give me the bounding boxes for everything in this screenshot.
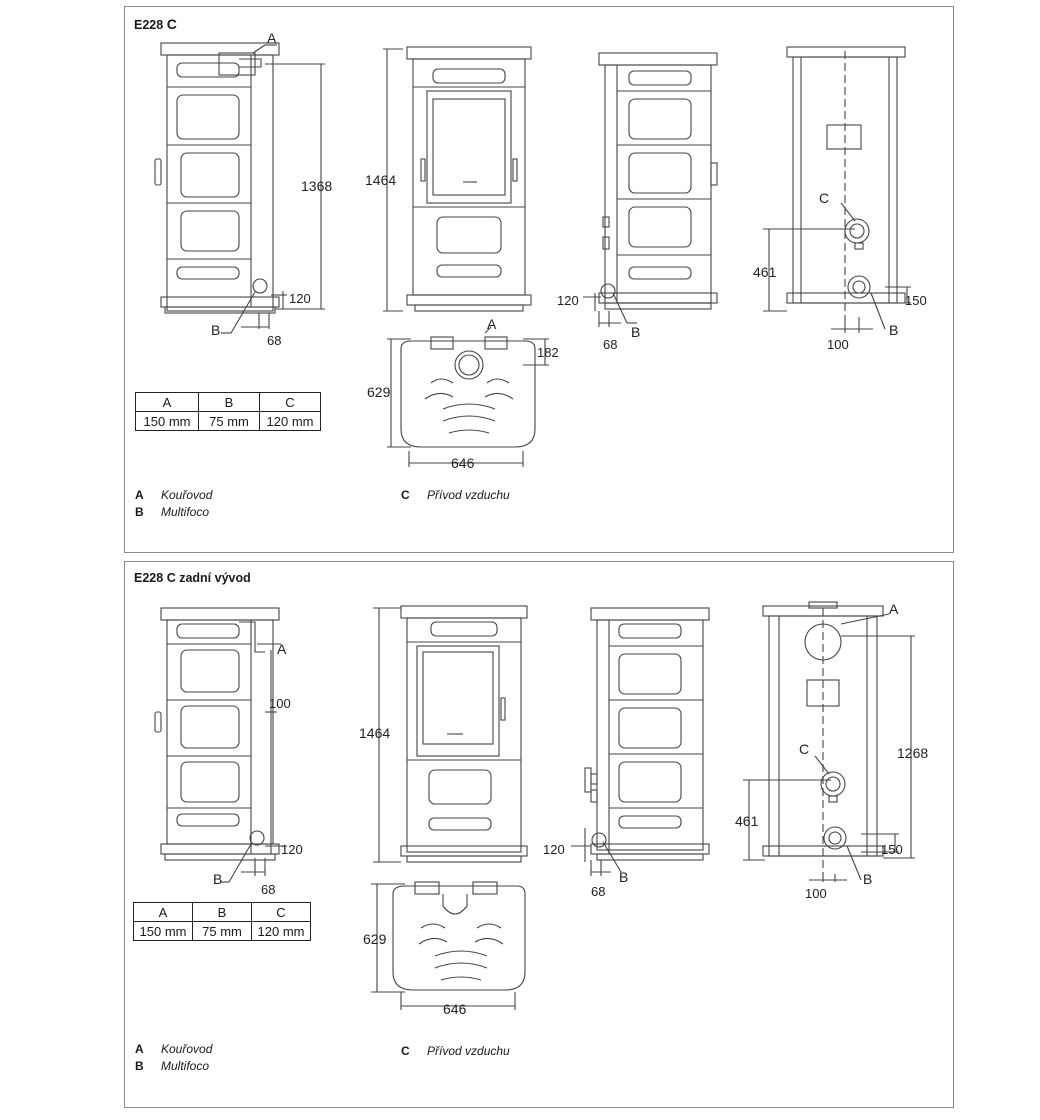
spec-value-c: 120 mm <box>252 922 311 941</box>
spec-header-b: B <box>199 393 260 412</box>
callout-B-back: B <box>863 871 873 887</box>
callout-B-side-right: B <box>619 869 629 885</box>
back-view <box>763 602 883 874</box>
side-view-right <box>599 53 717 309</box>
side-view-right <box>585 608 709 860</box>
top-view <box>393 882 525 990</box>
spec-value-b: 75 mm <box>199 412 260 431</box>
dim-120-right: 120 <box>557 293 579 308</box>
dim-120-left: 120 <box>289 291 311 306</box>
dim-68-left: 68 <box>261 882 276 897</box>
spec-header-a: A <box>136 393 199 412</box>
callout-C-back: C <box>819 190 830 206</box>
title-model: C <box>166 571 176 585</box>
top-view <box>401 337 535 447</box>
front-view <box>407 47 531 311</box>
spec-header-c: C <box>260 393 321 412</box>
dim-height-front: 1464 <box>359 725 391 741</box>
callout-A-side: A <box>267 30 277 46</box>
legend-item-a: A Kouřovod <box>135 1042 213 1056</box>
technical-drawing-bottom <box>125 562 953 1107</box>
spec-value-b: 75 mm <box>193 922 252 941</box>
callout-B-side-right: B <box>631 324 641 340</box>
dim-100-back: 100 <box>827 337 849 352</box>
title-model: C <box>166 16 177 32</box>
legend <box>135 487 212 521</box>
callout-B-side: B <box>211 322 221 338</box>
legend <box>135 1041 212 1075</box>
side-view-left <box>155 43 279 313</box>
dim-top-offset: 182 <box>537 345 559 360</box>
spec-header-row <box>136 393 321 412</box>
legend-item-b: B Multifoco <box>135 505 210 519</box>
dim-width: 646 <box>451 455 475 471</box>
spec-value-a: 150 mm <box>136 412 199 431</box>
callout-B-side: B <box>213 871 223 887</box>
dim-height-front: 1464 <box>365 172 397 188</box>
dim-461: 461 <box>753 264 777 280</box>
legend-item-b: B Multifoco <box>135 1059 210 1073</box>
title-code: E228 <box>134 571 164 585</box>
dim-height-side: 1368 <box>301 178 333 194</box>
spec-header-b: B <box>193 903 252 922</box>
callout-B-back: B <box>889 322 899 338</box>
spec-header-c: C <box>252 903 311 922</box>
spec-value-a: 150 mm <box>134 922 193 941</box>
legend-c <box>401 487 510 504</box>
spec-value-row <box>134 922 311 941</box>
spec-table <box>135 392 321 431</box>
legend-item-c: C Přívod vzduchu <box>401 1044 510 1058</box>
dim-depth: 629 <box>367 384 391 400</box>
callout-A-back: A <box>889 601 899 617</box>
spec-table <box>133 902 311 941</box>
dim-68-right: 68 <box>603 337 618 352</box>
dim-100-back: 100 <box>805 886 827 901</box>
front-view <box>401 606 527 862</box>
spec-header-a: A <box>134 903 193 922</box>
spec-value-row <box>136 412 321 431</box>
title-suffix: zadní vývod <box>179 571 251 585</box>
spec-header-row <box>134 903 311 922</box>
callout-C-back: C <box>799 741 810 757</box>
dim-150: 150 <box>905 293 927 308</box>
dim-depth: 629 <box>363 931 387 947</box>
dim-120-right: 120 <box>543 842 565 857</box>
drawing-panel-top <box>124 6 954 553</box>
callout-A-top: A <box>487 316 497 332</box>
technical-drawing-top <box>125 7 953 552</box>
dim-461: 461 <box>735 813 759 829</box>
legend-item-c: C Přívod vzduchu <box>401 488 510 502</box>
title-code: E228 <box>134 18 164 32</box>
spec-value-c: 120 mm <box>260 412 321 431</box>
dim-150: 150 <box>881 842 903 857</box>
legend-item-a: A Kouřovod <box>135 488 213 502</box>
dim-top-offset: 100 <box>269 696 291 711</box>
dim-width: 646 <box>443 1001 467 1017</box>
dim-68-right: 68 <box>591 884 606 899</box>
legend-c <box>401 1043 510 1060</box>
drawing-panel-bottom <box>124 561 954 1108</box>
back-view <box>787 47 905 317</box>
dim-120-left: 120 <box>281 842 303 857</box>
side-view-left <box>155 608 279 860</box>
callout-A-side: A <box>277 641 287 657</box>
dim-68-left: 68 <box>267 333 282 348</box>
dim-height-side: 1268 <box>897 745 929 761</box>
